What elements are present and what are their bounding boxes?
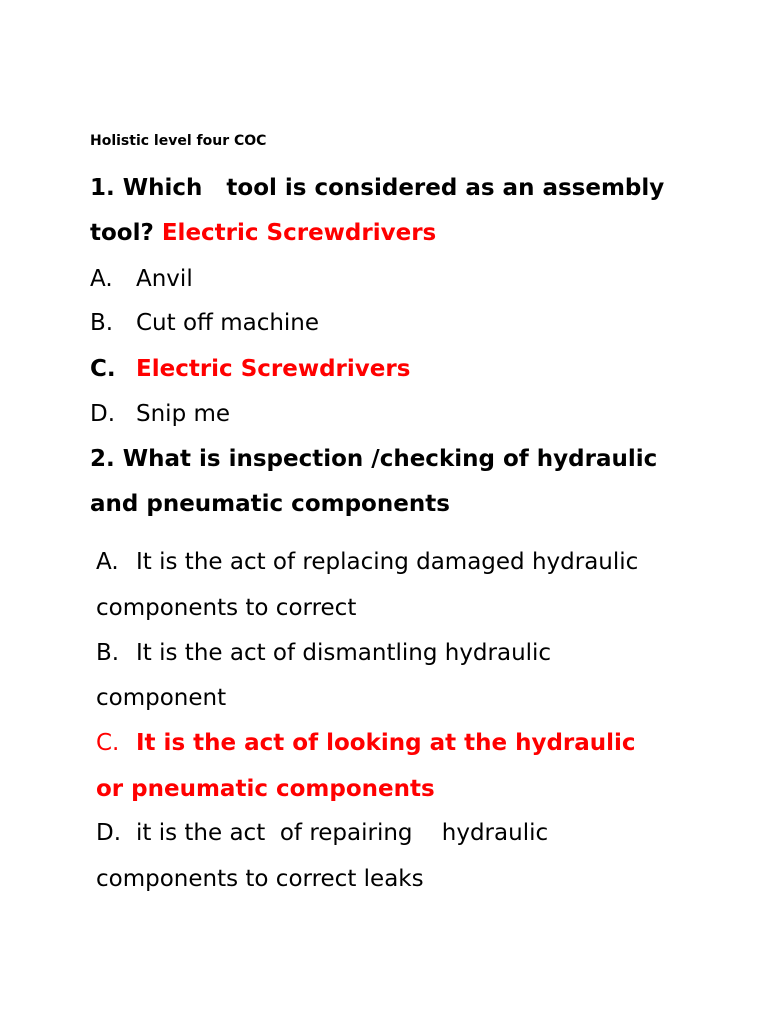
question-2-option-c	[96, 729, 636, 757]
option-letter: A.	[96, 549, 119, 575]
question-1-option-d	[90, 400, 230, 428]
document-header: Holistic level four COC	[90, 133, 267, 149]
option-letter: B.	[96, 640, 120, 666]
question-1-option-a	[90, 265, 193, 293]
option-letter: C.	[90, 356, 116, 382]
question-2-option-b-cont: component	[96, 685, 227, 711]
question-2-option-c-cont: or pneumatic components	[96, 776, 435, 802]
option-text: it is the act of repairing hydraulic	[136, 820, 549, 846]
option-text: Snip me	[136, 401, 231, 427]
option-text: Anvil	[136, 266, 193, 292]
option-letter: A.	[90, 266, 113, 292]
question-2-line-1: 2. What is inspection /checking of hydraulic	[90, 446, 658, 472]
question-1-answer: Electric Screwdrivers	[161, 220, 437, 246]
question-2-line-2: and pneumatic components	[90, 491, 450, 517]
option-text: Electric Screwdrivers	[136, 356, 411, 382]
question-1-line-2	[90, 219, 436, 247]
question-2-option-a-cont: components to correct	[96, 595, 357, 621]
question-1-option-c	[90, 355, 410, 383]
option-text: It is the act of dismantling hydraulic	[136, 640, 552, 666]
question-1-option-b	[90, 309, 319, 337]
question-2-option-d-cont: components to correct leaks	[96, 866, 424, 892]
question-1-line-1: 1. Which tool is considered as an assembly	[90, 175, 665, 201]
question-2-option-a	[96, 548, 638, 576]
option-letter: D.	[90, 401, 116, 427]
option-letter: B.	[90, 310, 114, 336]
question-2-option-d	[96, 819, 548, 847]
option-letter: D.	[96, 820, 122, 846]
question-1-prefix: tool?	[90, 220, 154, 246]
option-text: It is the act of replacing damaged hydraulic	[136, 549, 639, 575]
question-2-option-b	[96, 639, 551, 667]
option-text: Cut off machine	[136, 310, 320, 336]
option-text: It is the act of looking at the hydraulic	[136, 730, 636, 756]
option-letter: C.	[96, 730, 120, 756]
